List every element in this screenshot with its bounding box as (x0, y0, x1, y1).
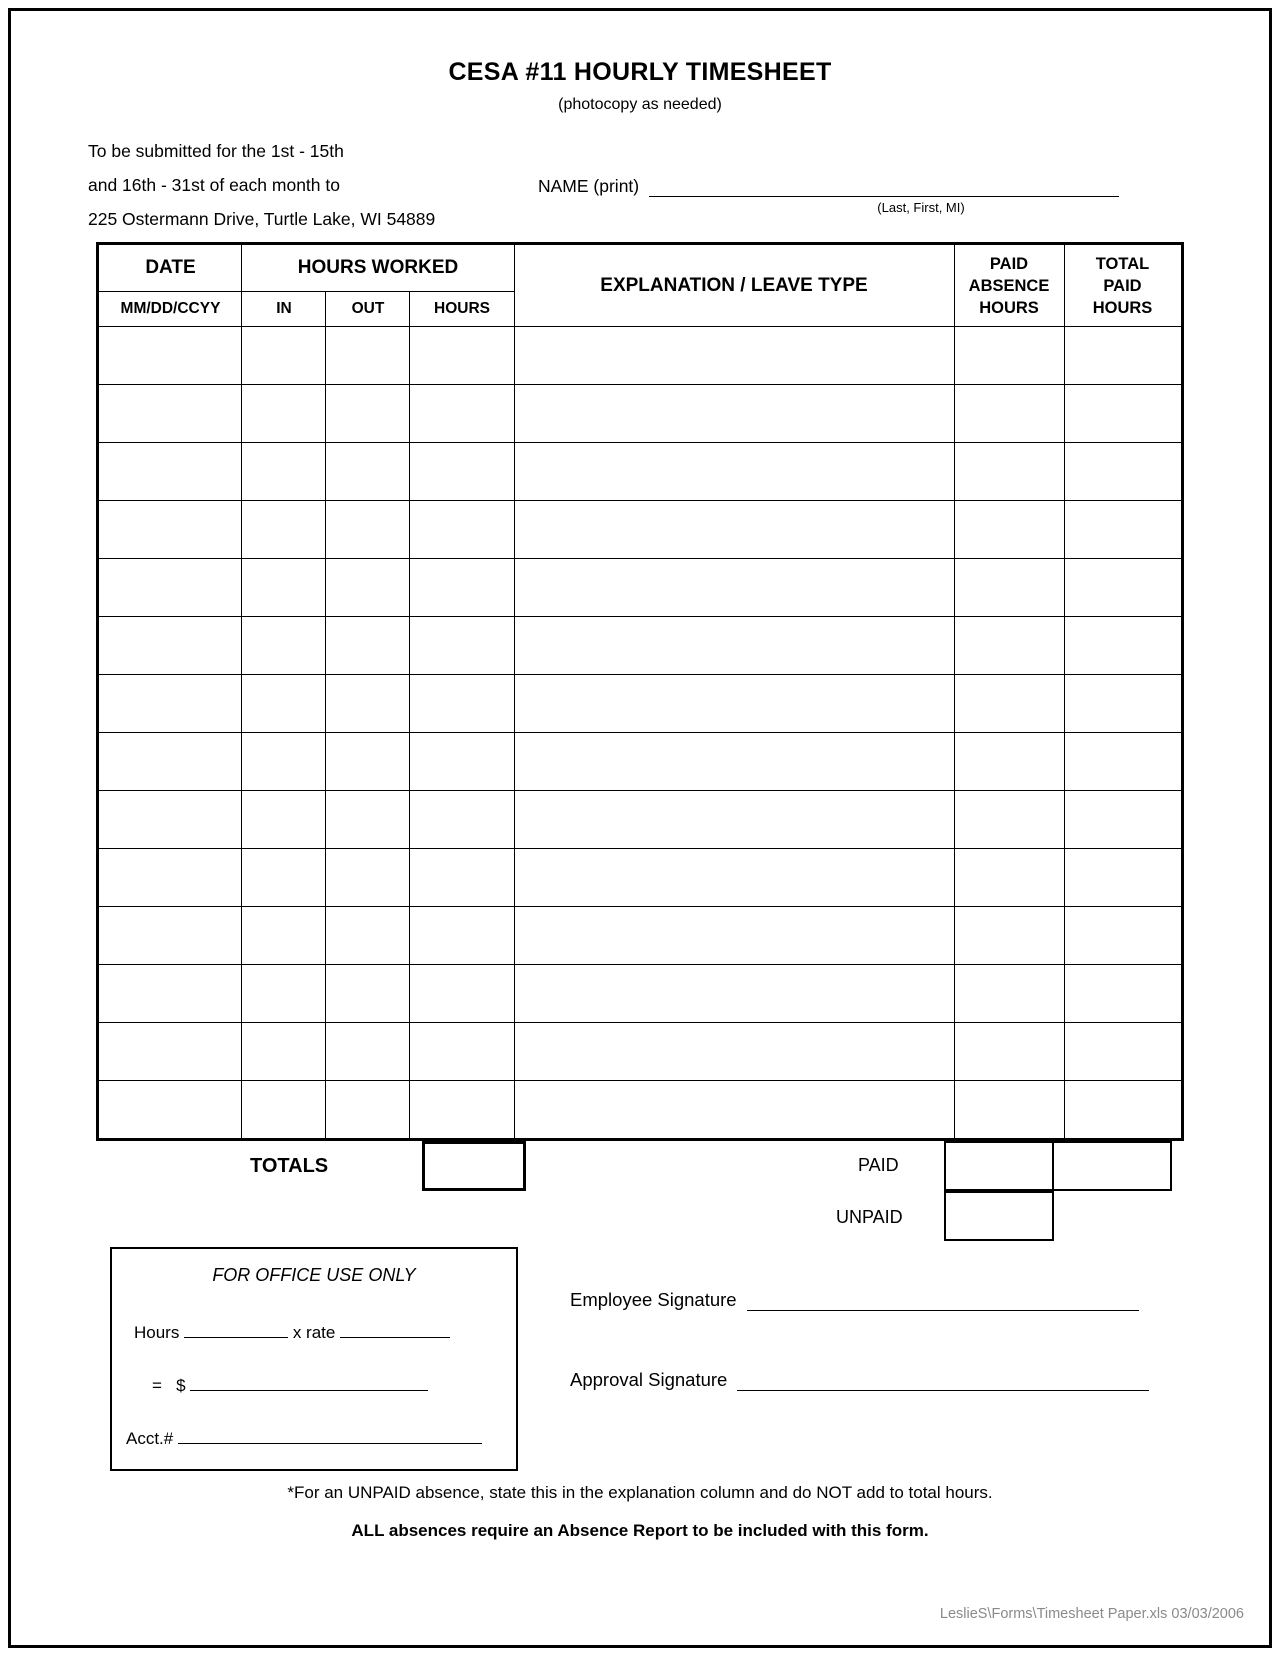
cell-date[interactable] (98, 327, 242, 385)
signature-block (570, 1289, 1149, 1449)
cell-total-paid[interactable] (1064, 385, 1182, 443)
bottom-section (110, 1247, 1170, 1479)
cell-date[interactable] (98, 617, 242, 675)
name-field-block (538, 176, 1156, 215)
table-row (98, 675, 1182, 733)
cell-date[interactable] (98, 849, 242, 907)
cell-explanation[interactable] (514, 1023, 954, 1081)
cell-out[interactable] (326, 791, 410, 849)
cell-total-paid[interactable] (1064, 1081, 1182, 1140)
cell-explanation[interactable] (514, 443, 954, 501)
table-row (98, 791, 1182, 849)
office-use-box (110, 1247, 518, 1471)
header-paid-absence-hours (954, 244, 1064, 327)
cell-paid-absence[interactable] (954, 385, 1064, 443)
office-acct-input[interactable] (178, 1426, 482, 1444)
cell-explanation[interactable] (514, 617, 954, 675)
cell-paid-absence[interactable] (954, 443, 1064, 501)
paid-label: PAID (858, 1155, 899, 1175)
cell-total-paid[interactable] (1064, 965, 1182, 1023)
cell-date[interactable] (98, 907, 242, 965)
cell-in[interactable] (242, 327, 326, 385)
footnote-unpaid: *For an UNPAID absence, state this in the explanation column and do NOT add to total hours. (287, 1483, 993, 1502)
cell-out[interactable] (326, 849, 410, 907)
cell-paid-absence[interactable] (954, 675, 1064, 733)
cell-total-paid[interactable] (1064, 791, 1182, 849)
office-use-title: FOR OFFICE USE ONLY (212, 1265, 416, 1285)
cell-out[interactable] (326, 501, 410, 559)
cell-hours[interactable] (410, 791, 514, 849)
table-row (98, 385, 1182, 443)
cell-total-paid[interactable] (1064, 907, 1182, 965)
page-title: CESA #11 HOURLY TIMESHEET (448, 58, 832, 86)
office-dollar-label: $ (176, 1376, 186, 1395)
cell-date[interactable] (98, 675, 242, 733)
cell-explanation[interactable] (514, 1081, 954, 1140)
submission-instructions (88, 134, 435, 236)
cell-out[interactable] (326, 385, 410, 443)
cell-hours[interactable] (410, 1023, 514, 1081)
cell-total-paid[interactable] (1064, 327, 1182, 385)
cell-explanation[interactable] (514, 501, 954, 559)
header-date: DATE (98, 244, 242, 292)
cell-date[interactable] (98, 385, 242, 443)
cell-explanation[interactable] (514, 327, 954, 385)
totals-section (110, 1141, 1170, 1247)
cell-paid-absence[interactable] (954, 907, 1064, 965)
cell-hours[interactable] (410, 501, 514, 559)
page-subtitle: (photocopy as needed) (558, 96, 722, 113)
file-info: LeslieS\Forms\Timesheet Paper.xls 03/03/2006 (939, 1606, 1244, 1622)
header-section (14, 134, 1266, 230)
cell-in[interactable] (242, 443, 326, 501)
cell-out[interactable] (326, 965, 410, 1023)
approval-signature-label: Approval Signature (570, 1369, 728, 1390)
cell-out[interactable] (326, 733, 410, 791)
office-hours-label: Hours (134, 1323, 180, 1342)
table-row (98, 617, 1182, 675)
cell-in[interactable] (242, 907, 326, 965)
table-row (98, 849, 1182, 907)
cell-total-paid[interactable] (1064, 617, 1182, 675)
subheader-date-format: MM/DD/CCYY (98, 292, 242, 327)
instruction-line-1: To be submitted for the 1st - 15th (88, 141, 344, 161)
header-paid-absence-line2: ABSENCE (968, 276, 1050, 295)
cell-explanation[interactable] (514, 965, 954, 1023)
cell-in[interactable] (242, 1023, 326, 1081)
cell-paid-absence[interactable] (954, 1081, 1064, 1140)
timesheet-page (14, 14, 1266, 1642)
header-paid-absence-line1: PAID (989, 254, 1029, 273)
cell-date[interactable] (98, 559, 242, 617)
totals-label: TOTALS (250, 1155, 329, 1177)
cell-hours[interactable] (410, 385, 514, 443)
cell-paid-absence[interactable] (954, 791, 1064, 849)
cell-explanation[interactable] (514, 791, 954, 849)
cell-total-paid[interactable] (1064, 849, 1182, 907)
cell-out[interactable] (326, 327, 410, 385)
header-total-paid-line1: TOTAL (1095, 254, 1150, 273)
header-explanation: EXPLANATION / LEAVE TYPE (514, 244, 954, 327)
office-amount-input[interactable] (190, 1373, 428, 1391)
table-row (98, 327, 1182, 385)
cell-paid-absence[interactable] (954, 965, 1064, 1023)
table-row (98, 443, 1182, 501)
cell-hours[interactable] (410, 965, 514, 1023)
subheader-in: IN (242, 292, 326, 327)
header-total-paid-line2: PAID (1103, 276, 1142, 295)
table-row (98, 1023, 1182, 1081)
table-row (98, 559, 1182, 617)
cell-in[interactable] (242, 559, 326, 617)
cell-total-paid[interactable] (1064, 501, 1182, 559)
cell-in[interactable] (242, 675, 326, 733)
cell-hours[interactable] (410, 327, 514, 385)
name-label: NAME (print) (538, 176, 640, 196)
cell-total-paid[interactable] (1064, 559, 1182, 617)
cell-paid-absence[interactable] (954, 849, 1064, 907)
cell-out[interactable] (326, 617, 410, 675)
header-total-paid-line3: HOURS (1092, 298, 1153, 317)
cell-paid-absence[interactable] (954, 1023, 1064, 1081)
cell-in[interactable] (242, 965, 326, 1023)
cell-in[interactable] (242, 1081, 326, 1140)
instruction-line-3: 225 Ostermann Drive, Turtle Lake, WI 54889 (88, 209, 436, 229)
cell-out[interactable] (326, 559, 410, 617)
cell-out[interactable] (326, 675, 410, 733)
cell-total-paid[interactable] (1064, 1023, 1182, 1081)
cell-explanation[interactable] (514, 849, 954, 907)
table-row (98, 1081, 1182, 1140)
cell-paid-absence[interactable] (954, 559, 1064, 617)
cell-date[interactable] (98, 733, 242, 791)
cell-out[interactable] (326, 907, 410, 965)
office-rate-input[interactable] (340, 1320, 450, 1338)
cell-date[interactable] (98, 965, 242, 1023)
table-row (98, 733, 1182, 791)
approval-signature-row (570, 1369, 1149, 1391)
employee-signature-row (570, 1289, 1149, 1311)
totals-hours-input[interactable] (422, 1141, 526, 1191)
cell-hours[interactable] (410, 617, 514, 675)
header-hours-worked: HOURS WORKED (242, 244, 514, 292)
footnote-absence-report: ALL absences require an Absence Report to be included with this form. (351, 1521, 929, 1540)
cell-hours[interactable] (410, 559, 514, 617)
cell-date[interactable] (98, 791, 242, 849)
cell-explanation[interactable] (514, 907, 954, 965)
table-row (98, 501, 1182, 559)
cell-in[interactable] (242, 385, 326, 443)
employee-signature-input[interactable] (747, 1290, 1139, 1311)
table-row (98, 907, 1182, 965)
cell-explanation[interactable] (514, 559, 954, 617)
office-hours-rate-row (112, 1320, 516, 1343)
header-paid-absence-line3: HOURS (979, 298, 1039, 317)
office-amount-row (112, 1373, 516, 1396)
cell-paid-absence[interactable] (954, 501, 1064, 559)
name-format-hint: (Last, First, MI) (877, 200, 965, 215)
cell-date[interactable] (98, 1023, 242, 1081)
cell-date[interactable] (98, 1081, 242, 1140)
cell-hours[interactable] (410, 733, 514, 791)
table-row (98, 965, 1182, 1023)
cell-explanation[interactable] (514, 733, 954, 791)
table-body (98, 327, 1182, 1140)
cell-total-paid[interactable] (1064, 675, 1182, 733)
cell-hours[interactable] (410, 1081, 514, 1140)
cell-hours[interactable] (410, 849, 514, 907)
cell-out[interactable] (326, 1023, 410, 1081)
totals-unpaid-input[interactable] (944, 1191, 1054, 1241)
cell-paid-absence[interactable] (954, 327, 1064, 385)
employee-signature-label: Employee Signature (570, 1289, 737, 1310)
cell-date[interactable] (98, 501, 242, 559)
cell-in[interactable] (242, 617, 326, 675)
totals-paid-absence-input[interactable] (944, 1141, 1054, 1191)
cell-hours[interactable] (410, 675, 514, 733)
cell-paid-absence[interactable] (954, 617, 1064, 675)
cell-total-paid[interactable] (1064, 733, 1182, 791)
subheader-hours: HOURS (410, 292, 514, 327)
cell-in[interactable] (242, 733, 326, 791)
instruction-line-2: and 16th - 31st of each month to (88, 175, 340, 195)
header-total-paid-hours (1064, 244, 1182, 327)
cell-in[interactable] (242, 501, 326, 559)
office-acct-label: Acct.# (126, 1429, 174, 1448)
cell-paid-absence[interactable] (954, 733, 1064, 791)
cell-in[interactable] (242, 791, 326, 849)
unpaid-label: UNPAID (836, 1207, 903, 1227)
totals-paid-total-input[interactable] (1054, 1141, 1172, 1191)
subheader-out: OUT (326, 292, 410, 327)
office-equals-label: = (152, 1376, 162, 1395)
office-rate-label: x rate (292, 1323, 336, 1342)
cell-hours[interactable] (410, 443, 514, 501)
cell-out[interactable] (326, 1081, 410, 1140)
cell-in[interactable] (242, 849, 326, 907)
cell-explanation[interactable] (514, 675, 954, 733)
cell-date[interactable] (98, 443, 242, 501)
approval-signature-input[interactable] (737, 1370, 1149, 1391)
name-input[interactable] (649, 176, 1119, 197)
cell-total-paid[interactable] (1064, 443, 1182, 501)
cell-out[interactable] (326, 443, 410, 501)
table-header-row-group (98, 244, 1182, 292)
office-hours-input[interactable] (184, 1320, 288, 1338)
cell-explanation[interactable] (514, 385, 954, 443)
cell-hours[interactable] (410, 907, 514, 965)
timesheet-table (96, 242, 1183, 1141)
office-acct-row (112, 1426, 516, 1449)
